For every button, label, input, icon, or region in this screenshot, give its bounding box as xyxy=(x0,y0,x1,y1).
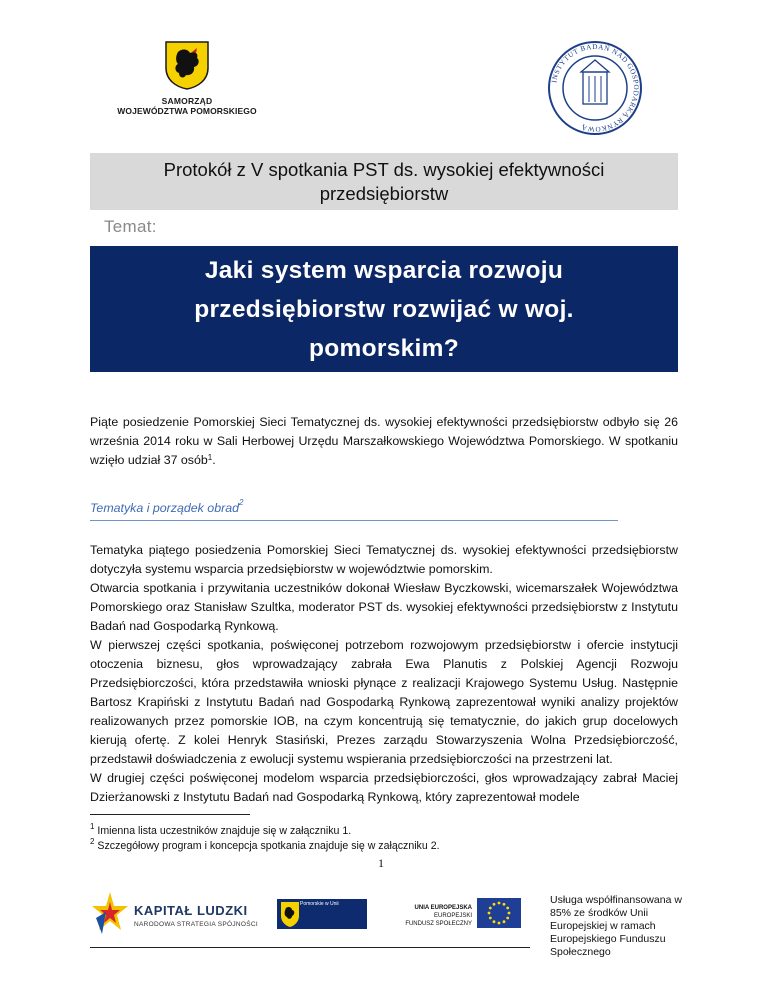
body-paragraph: Tematyka piątego posiedzenia Pomorskiej Sieci Tematycznej ds. wysokiej efektywności przedsiębiorstw dotyczyła systemu wsparcia przedsiębiorstw w województwie pomorskim. xyxy=(90,543,678,576)
footnote-num: 2 xyxy=(90,837,95,846)
eu-fund-label xyxy=(404,904,472,928)
samorzad-logo xyxy=(112,40,262,116)
seal-icon xyxy=(545,38,645,138)
body-paragraph: W drugiej części poświęconej modelom wsparcia przedsiębiorczości, głos wprowadzający zabrał Maciej Dzierżanowski z Instytutu Badań nad Gospodarką Rynkową, który zaprezentował modele xyxy=(90,771,678,804)
footnote-ref-2[interactable]: 2 xyxy=(239,498,244,507)
eu-line-2: EUROPEJSKI xyxy=(433,913,472,919)
intro-paragraph xyxy=(90,413,678,470)
cofunding-note: Usługa współfinansowana w 85% ze środków Unii Europejskiej w ramach Europejskiego Funduszu Społecznego xyxy=(550,894,682,958)
section-divider xyxy=(90,520,618,521)
ibngr-seal-logo xyxy=(545,38,645,138)
section-heading xyxy=(90,498,244,515)
kapital-ludzki-star-icon xyxy=(90,888,130,938)
intro-text: Piąte posiedzenie Pomorskiej Sieci Tematycznej ds. wysokiej efektywności przedsiębiorstw odbyło się 26 września 2014 roku w Sali Herbowej Urzędu Marszałkowskiego Województwa Pomorskiego. W spotkaniu wzięło udział 37 osób xyxy=(90,415,678,467)
body-paragraph: W pierwszej części spotkania, poświęconej potrzebom rozwojowym przedsiębiorstw i ofercie instytucji otoczenia biznesu, głos wprowadzający zabrała Ewa Planutis z Polskiej Agencji Rozwoju Przedsiębiorczości, która przedstawiła wnioski płynące z realizacji Krajowego Systemu Usług. Następnie Bartosz Krapiński z Instytutu Badań nad Gospodarką Rynkową zaprezentował wyniki analizy projektów realizowanych przez pomorskie IOB, na czym koncentrują się tematycznie, do jakich grup docelowych kierują ofertę. Z kolei Henryk Stasiński, Prezes zarządu Stowarzyszenia Wolna Przedsiębiorczość, przedstawił doświadczenia z ewolucji systemu wspierania przedsiębiorczości na przestrzeni lat. xyxy=(90,638,678,766)
footnote-2 xyxy=(90,837,440,852)
kl-title: KAPITAŁ LUDZKI xyxy=(134,903,248,918)
griffin-icon xyxy=(279,900,301,928)
footnote-num: 1 xyxy=(90,822,95,831)
document-title-band xyxy=(90,153,678,210)
footnote-divider xyxy=(90,814,250,815)
footnote-ref-1[interactable]: 1 xyxy=(207,453,213,462)
griffin-crest-icon xyxy=(164,40,210,90)
footnote-1 xyxy=(90,822,352,837)
footnote-text: Szczegółowy program i koncepcja spotkania znajduje się w załączniku 2. xyxy=(97,840,440,852)
eu-stars-icon xyxy=(477,898,521,928)
kl-subtitle: NARODOWA STRATEGIA SPÓJNOŚCI xyxy=(134,921,258,928)
intro-end: . xyxy=(212,453,216,467)
page-number: 1 xyxy=(378,856,384,870)
body-paragraph: Otwarcia spotkania i przywitania uczestników dokonał Wiesław Byczkowski, wicemarszałek Województwa Pomorskiego oraz Stanisław Szultka, moderator PST ds. wysokiej efektywności przedsiębiorstw z Instytutu Badań nad Gospodarką Rynkową. xyxy=(90,581,678,633)
topic-label: Temat: xyxy=(104,217,157,236)
section-title-text: Tematyka i porządek obrad xyxy=(90,501,240,515)
body-text xyxy=(90,541,678,807)
headline-band xyxy=(90,246,678,372)
footnote-text: Imienna lista uczestników znajduje się w załączniku 1. xyxy=(97,825,352,837)
headline: Jaki system wsparcia rozwoju przedsiębiorstw rozwijać w woj. pomorskim? xyxy=(194,256,574,362)
svg-text:INSTYTUT BADAŃ NAD GOSPODARKĄ: INSTYTUT BADAŃ NAD GOSPODARKĄ RYNKOWĄ xyxy=(550,42,641,134)
footer-divider xyxy=(90,947,530,948)
eu-line-1: UNIA EUROPEJSKA xyxy=(414,905,472,911)
logo-line-1: SAMORZĄD xyxy=(161,96,213,106)
eu-line-3: FUNDUSZ SPOŁECZNY xyxy=(405,921,472,927)
document-title: Protokół z V spotkania PST ds. wysokiej efektywności przedsiębiorstw xyxy=(163,158,605,204)
pomorskie-text: Pomorskie w Unii xyxy=(300,901,339,907)
eu-flag-icon xyxy=(477,898,521,928)
logo-line-2: WOJEWÓDZTWA POMORSKIEGO xyxy=(117,106,257,116)
